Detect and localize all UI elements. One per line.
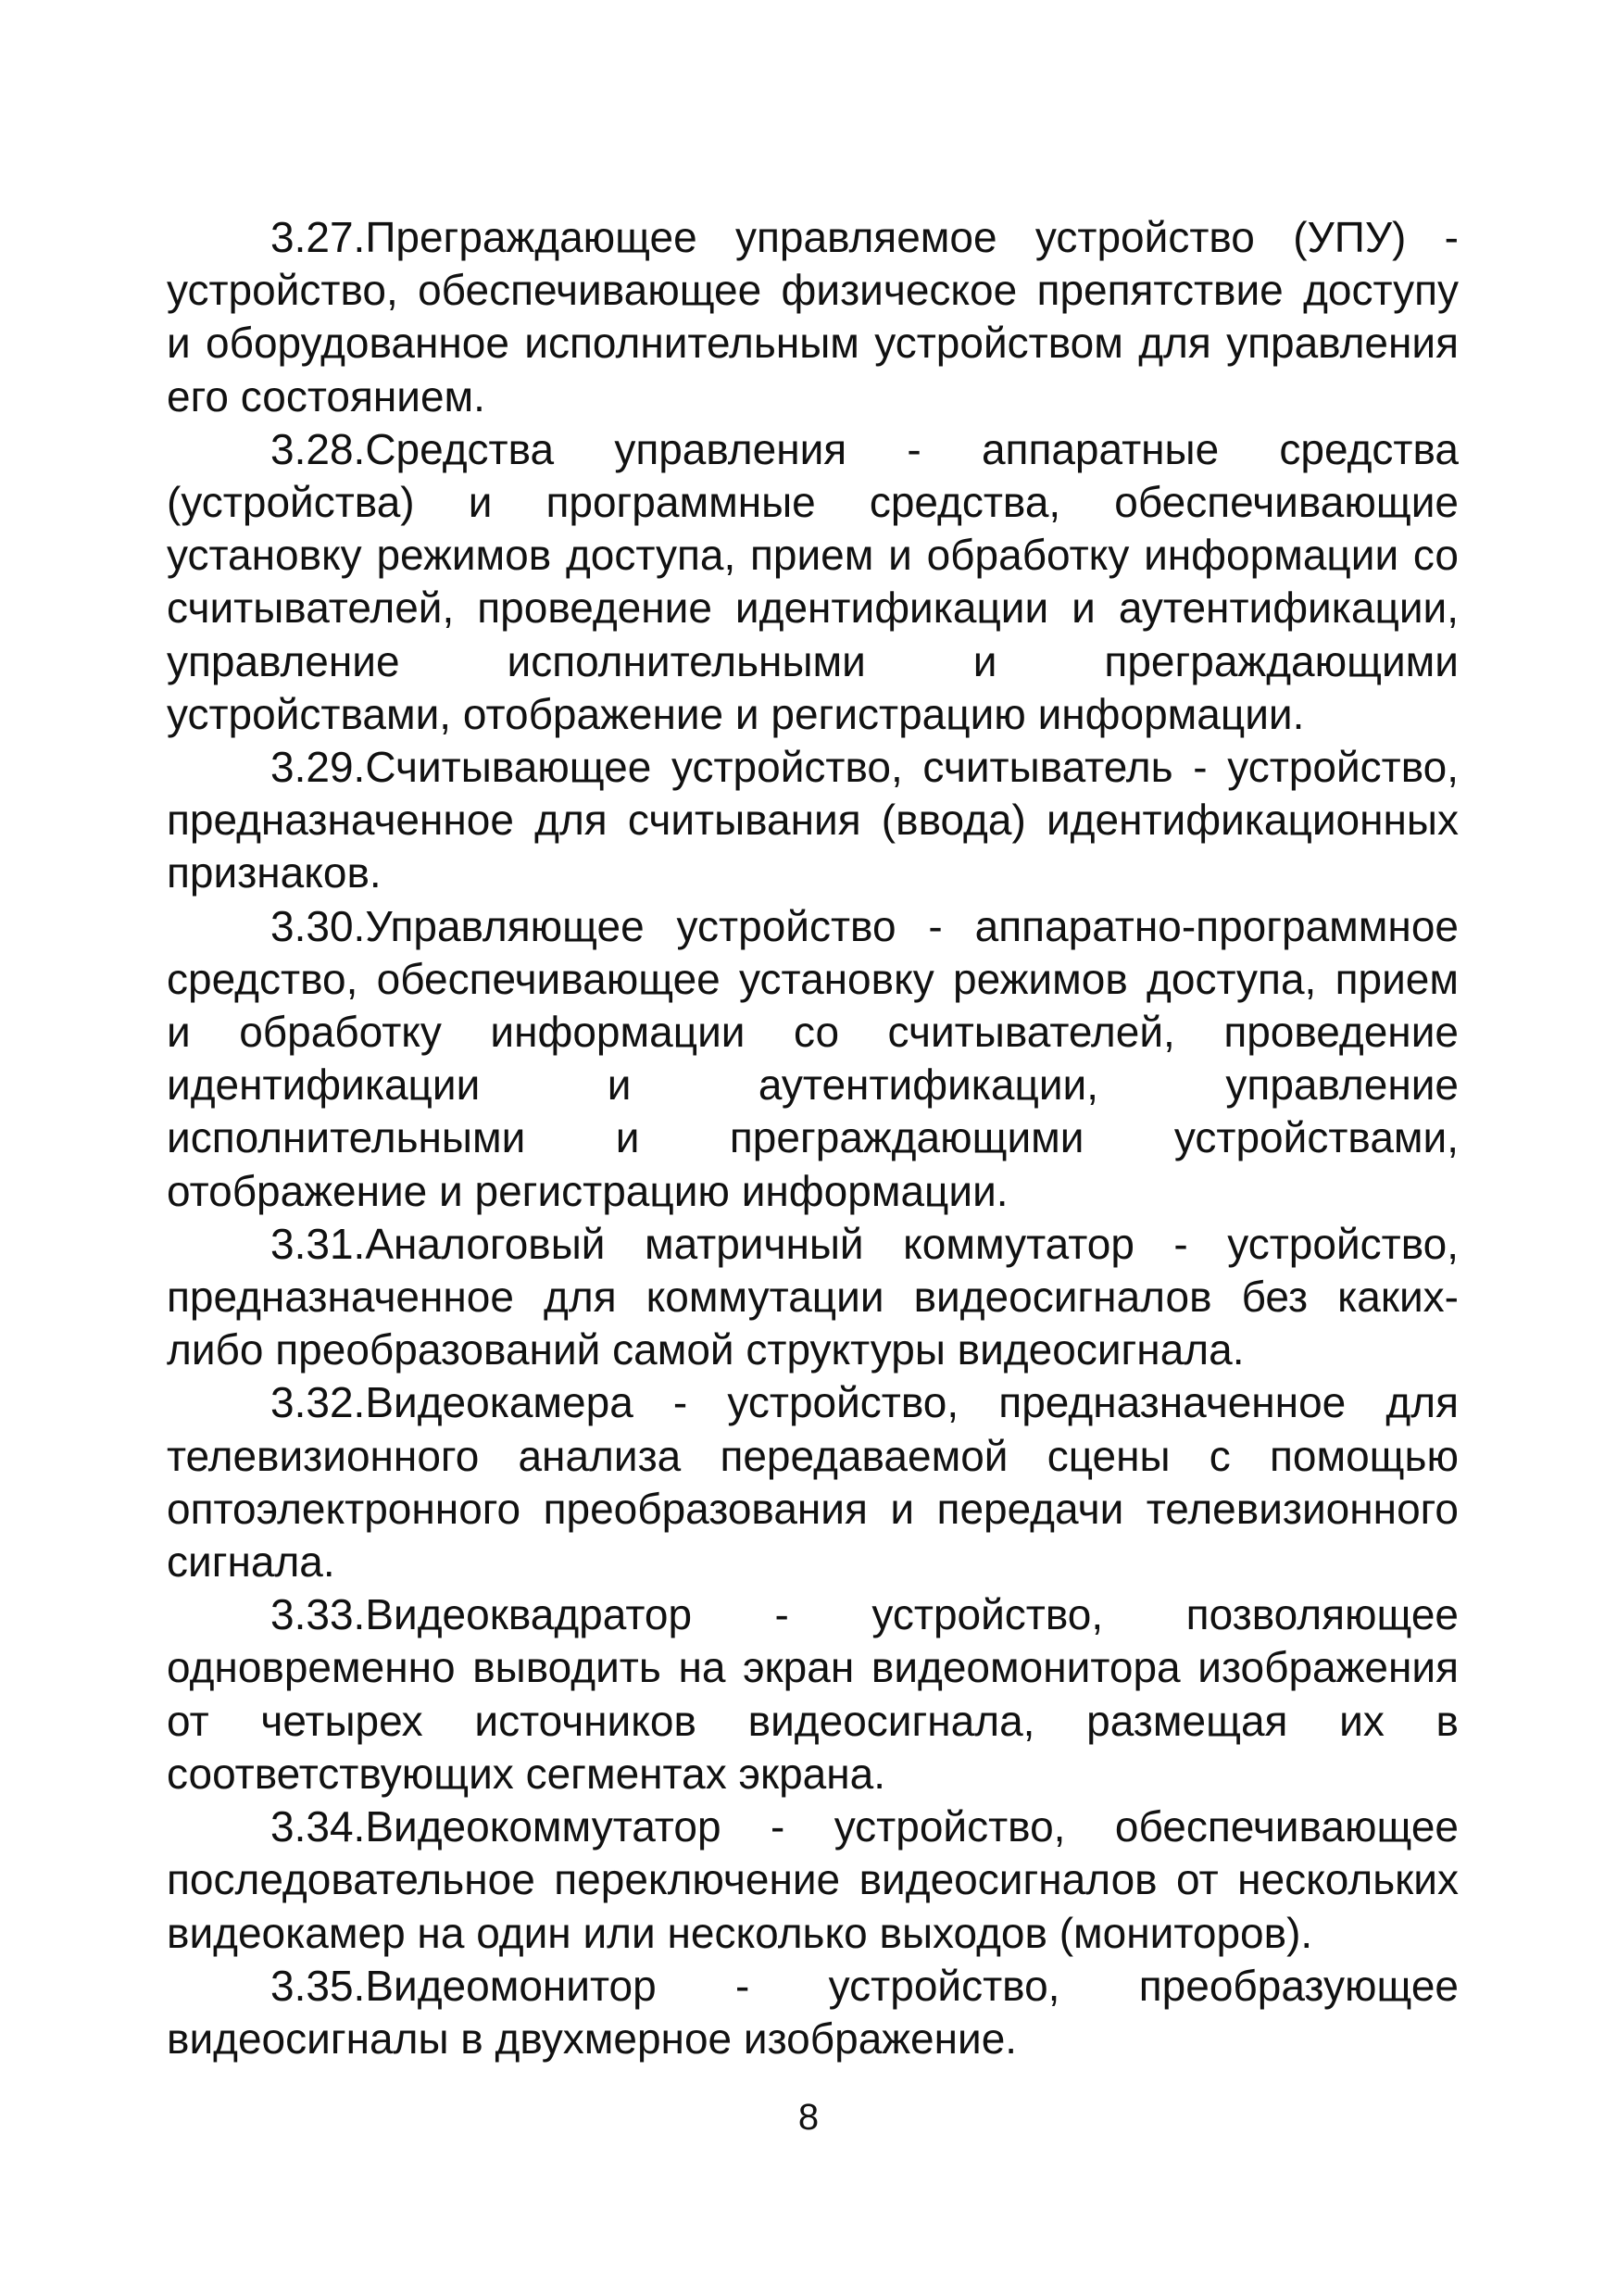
paragraph-text: Средства управления - аппаратные средства (устройства) и программные средства, обеспечивающие установку режимов доступа, прием и обработку информации со считывателей, проведение идентификации и аутентификации, управление исполнительными и преграждающими устройствами, отображение и регистрацию информации. [167, 424, 1459, 738]
paragraph-3-33 [167, 1588, 1459, 1800]
paragraph-3-31 [167, 1218, 1459, 1377]
paragraph-3-34 [167, 1800, 1459, 1960]
document-body [167, 211, 1459, 2065]
paragraph-number: 3.32. [270, 1378, 366, 1427]
paragraph-text: Видеоквадратор - устройство, позволяющее одновременно выводить на экран видеомонитора изображения от четырех источников видеосигнала, размещая их в соответствующих сегментах экрана. [167, 1590, 1459, 1798]
paragraph-number: 3.31. [270, 1219, 366, 1268]
paragraph-text: Преграждающее управляемое устройство (УПУ) - устройство, обеспечивающее физическое препятствие доступу и оборудованное исполнительным устройством для управления его состоянием. [167, 213, 1459, 420]
paragraph-number: 3.27. [270, 213, 366, 261]
paragraph-number: 3.29. [270, 743, 366, 792]
paragraph-3-29 [167, 741, 1459, 900]
paragraph-text: Видеокоммутатор - устройство, обеспечивающее последовательное переключение видеосигналов от нескольких видеокамер на один или несколько выходов (мониторов). [167, 1802, 1459, 1957]
paragraph-number: 3.33. [270, 1590, 366, 1639]
paragraph-text: Видеокамера - устройство, предназначенное для телевизионного анализа передаваемой сцены с помощью оптоэлектронного преобразования и передачи телевизионного сигнала. [167, 1378, 1459, 1587]
paragraph-number: 3.34. [270, 1802, 366, 1851]
paragraph-number: 3.30. [270, 901, 366, 950]
page-number: 8 [797, 2097, 820, 2138]
paragraph-number: 3.28. [270, 424, 366, 473]
paragraph-text: Видеомонитор - устройство, преобразующее видеосигналы в двухмерное изображение. [167, 1961, 1459, 2063]
paragraph-3-28 [167, 423, 1459, 741]
paragraph-text: Управляющее устройство - аппаратно-программное средство, обеспечивающее установку режимов доступа, прием и обработку информации со считывателей, проведение идентификации и аутентификации, управление исполнительными и преграждающими устройствами, отображение и регистрацию информации. [167, 901, 1459, 1215]
paragraph-3-27 [167, 211, 1459, 423]
paragraph-3-30 [167, 900, 1459, 1218]
paragraph-text: Аналоговый матричный коммутатор - устройство, предназначенное для коммутации видеосигналов без каких-либо преобразований самой структуры видеосигнала. [167, 1219, 1459, 1374]
paragraph-number: 3.35. [270, 1961, 366, 2010]
paragraph-3-35 [167, 1960, 1459, 2065]
paragraph-3-32 [167, 1376, 1459, 1588]
paragraph-text: Считывающее устройство, считыватель - устройство, предназначенное для считывания (ввода) идентификационных признаков. [167, 743, 1459, 897]
